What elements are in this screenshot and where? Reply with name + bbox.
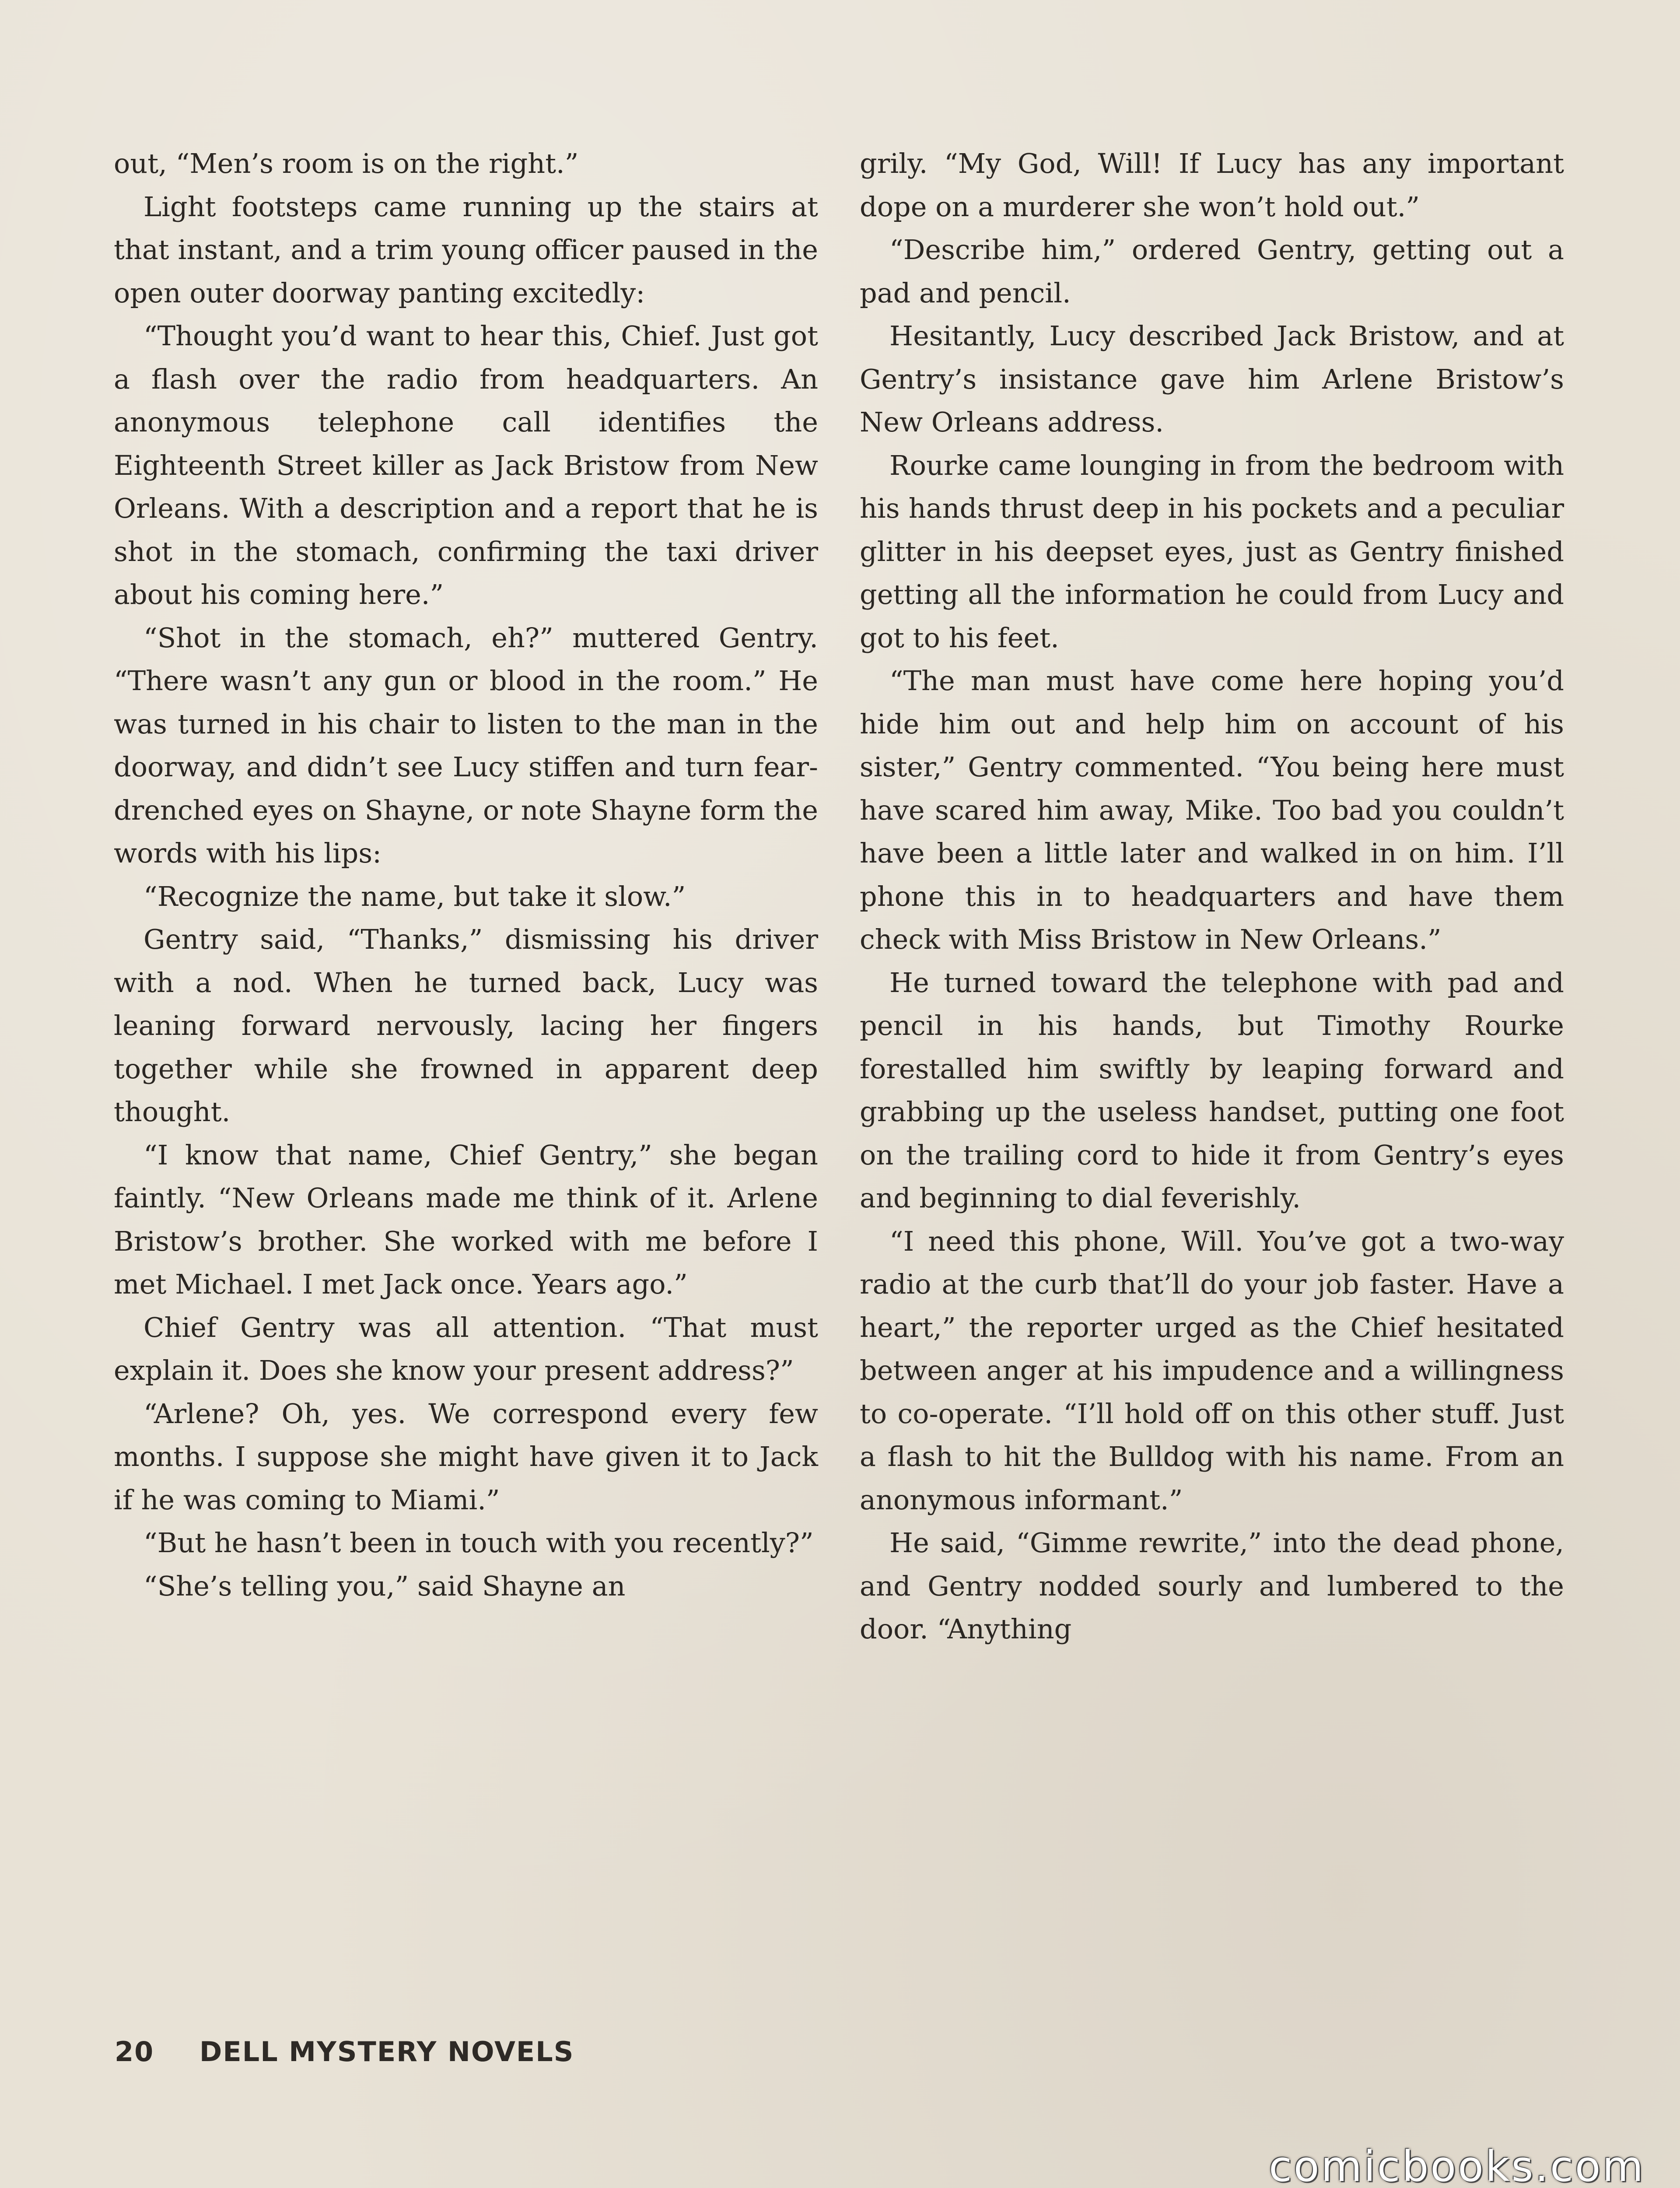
text-column-left xyxy=(114,142,818,1608)
paragraph: Light footsteps came running up the stairs at that instant, and a trim young officer paused in the open outer doorway panting excitedly: xyxy=(114,190,818,309)
text-column-right xyxy=(860,142,1564,1651)
paragraph: “Shot in the stomach, eh?” muttered Gentry. “There wasn’t any gun or blood in the room.” He was turned in his chair to listen to the man in the doorway, and didn’t see Lucy stiffen and turn fear-drenched eyes on Shayne, or note Shayne form the words with his lips: xyxy=(114,621,818,869)
paragraph: grily. “My God, Will! If Lucy has any important dope on a murderer she won’t hold out.” xyxy=(860,147,1564,223)
watermark-text: comicbooks.com xyxy=(1268,2142,1645,2188)
page-number: 20 xyxy=(115,2036,154,2068)
paragraph: “Thought you’d want to hear this, Chief. Just got a flash over the radio from headquarters. An anonymous telephone call identifies the Eighteenth Street killer as Jack Bristow from New Orleans. With a description and a report that he is shot in the stomach, confirming the taxi driver about his coming here.” xyxy=(114,320,818,610)
paragraph: “She’s telling you,” said Shayne an xyxy=(144,1570,626,1602)
paragraph: out, “Men’s room is on the right.” xyxy=(114,147,579,179)
page-footer xyxy=(115,2036,574,2068)
paragraph: Hesitantly, Lucy described Jack Bristow, and at Gentry’s insistance gave him Arlene Bristow’s New Orleans address. xyxy=(860,320,1564,438)
paragraph: He turned toward the telephone with pad and pencil in his hands, but Timothy Rourke forestalled him swiftly by leaping forward and grabbing up the useless handset, putting one foot on the trailing cord to hide it from Gentry’s eyes and beginning to dial feverishly. xyxy=(860,966,1564,1214)
paragraph: Gentry said, “Thanks,” dismissing his driver with a nod. When he turned back, Lucy was leaning forward nervously, lacing her fingers together while she frowned in apparent deep thought. xyxy=(114,923,818,1128)
paragraph: “The man must have come here hoping you’d hide him out and help him on account of his sister,” Gentry commented. “You being here must have scared him away, Mike. Too bad you couldn’t have been a little later and walked in on him. I’ll phone this in to headquarters and have them check with Miss Bristow in New Orleans.” xyxy=(860,665,1564,955)
paragraph: Chief Gentry was all attention. “That must explain it. Does she know your present address?” xyxy=(114,1311,818,1386)
paragraph: “I know that name, Chief Gentry,” she began faintly. “New Orleans made me think of it. Arlene Bristow’s brother. She worked with me before I met Michael. I met Jack once. Years ago.” xyxy=(114,1139,818,1300)
paragraph: Rourke came lounging in from the bedroom with his hands thrust deep in his pockets and a peculiar glitter in his deepset eyes, just as Gentry finished getting all the information he could from Lucy and got to his feet. xyxy=(860,449,1564,654)
paragraph: “Describe him,” ordered Gentry, getting out a pad and pencil. xyxy=(860,234,1564,309)
paragraph: “I need this phone, Will. You’ve got a two-way radio at the curb that’ll do your job faster. Have a heart,” the reporter urged as the Chief hesitated between anger at his impudence and a willingness to co-operate. “I’ll hold off on this other stuff. Just a flash to hit the Bulldog with his name. From an anonymous informant.” xyxy=(860,1225,1564,1516)
paragraph: He said, “Gimme rewrite,” into the dead phone, and Gentry nodded sourly and lumbered to the door. “Anything xyxy=(860,1527,1564,1645)
paragraph: “But he hasn’t been in touch with you recently?” xyxy=(144,1527,814,1559)
publication-title: DELL MYSTERY NOVELS xyxy=(199,2036,574,2068)
paragraph: “Recognize the name, but take it slow.” xyxy=(144,880,686,912)
paragraph: “Arlene? Oh, yes. We correspond every few months. I suppose she might have given it to Jack if he was coming to Miami.” xyxy=(114,1397,818,1516)
